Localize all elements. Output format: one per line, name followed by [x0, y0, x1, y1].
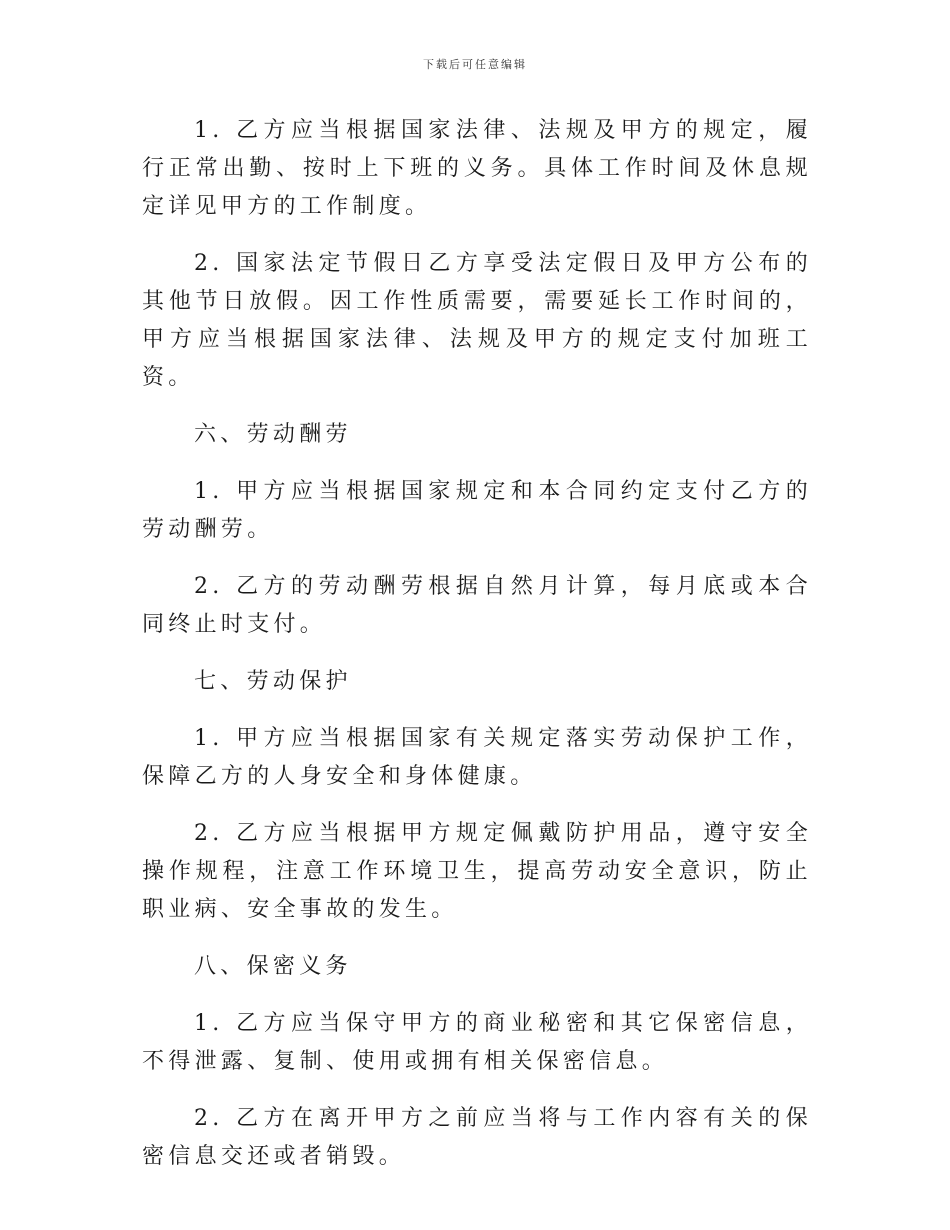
paragraph-confidentiality-1: 1. 乙方应当保守甲方的商业秘密和其它保密信息，不得泄露、复制、使用或拥有相关保密信息。 — [142, 1011, 812, 1074]
paragraph-confidentiality-2: 2. 乙方在离开甲方之前应当将与工作内容有关的保密信息交还或者销毁。 — [142, 1106, 812, 1169]
section-heading-labor-protection: 七、劳动保护 — [194, 669, 352, 694]
paragraph-remuneration-1: 1. 甲方应当根据国家规定和本合同约定支付乙方的劳动酬劳。 — [142, 479, 812, 542]
section-heading-confidentiality: 八、保密义务 — [194, 954, 352, 979]
paragraph-holidays: 2. 国家法定节假日乙方享受法定假日及甲方公布的其他节日放假。因工作性质需要，需要延长工作时间的，甲方应当根据国家法律、法规及甲方的规定支付加班工资。 — [142, 251, 812, 390]
paragraph-protection-1: 1. 甲方应当根据国家有关规定落实劳动保护工作，保障乙方的人身安全和身体健康。 — [142, 726, 812, 789]
page-header: 下载后可任意编辑 — [423, 58, 527, 71]
paragraph-work-hours: 1. 乙方应当根据国家法律、法规及甲方的规定，履行正常出勤、按时上下班的义务。具体工作时间及休息规定详见甲方的工作制度。 — [142, 118, 812, 219]
paragraph-remuneration-2: 2. 乙方的劳动酬劳根据自然月计算，每月底或本合同终止时支付。 — [142, 574, 812, 637]
section-heading-remuneration: 六、劳动酬劳 — [194, 422, 352, 447]
paragraph-protection-2: 2. 乙方应当根据甲方规定佩戴防护用品，遵守安全操作规程，注意工作环境卫生，提高劳动安全意识，防止职业病、安全事故的发生。 — [142, 821, 812, 922]
document-body — [142, 112, 812, 1195]
